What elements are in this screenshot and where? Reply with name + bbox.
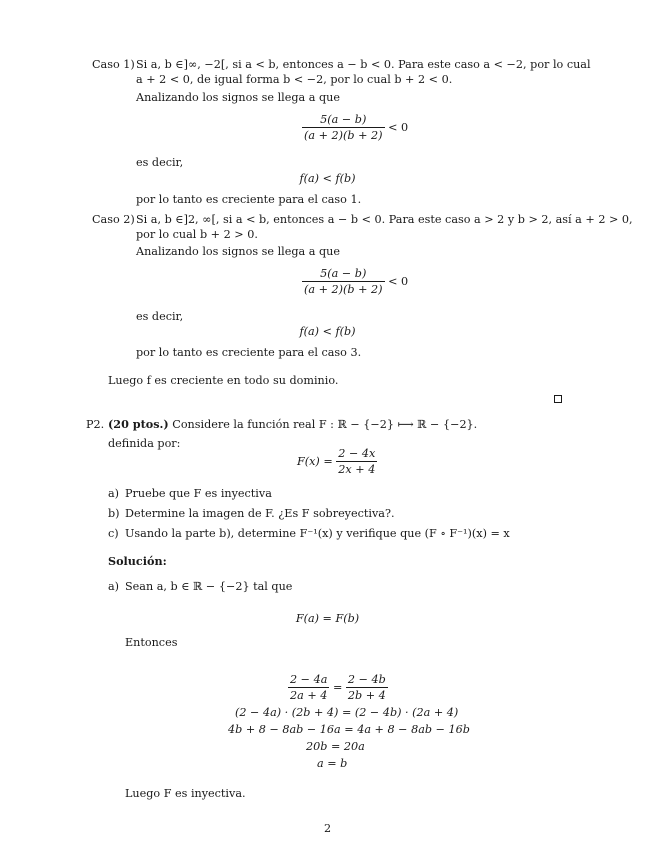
- caso1-conclusion: por lo tanto es creciente para el caso 1.: [136, 193, 362, 206]
- caso1-fraction-numerator: 5(a − b): [302, 113, 385, 128]
- p2-definition-numerator: 2 − 4x: [336, 447, 377, 462]
- solucion-a-text: Sean a, b ∈ ℝ − {−2} tal que: [125, 580, 293, 593]
- p2-definition-denominator: 2x + 4: [338, 463, 376, 477]
- caso2-inequality: f(a) < f(b): [299, 325, 356, 338]
- caso1-fraction-inequality: [302, 113, 408, 143]
- caso2-label: Caso 2): [92, 213, 135, 226]
- solucion-step5: a = b: [317, 757, 348, 770]
- p2-item-c-label: c): [108, 527, 119, 540]
- solucion-step3: 4b + 8 − 8ab − 16a = 4a + 8 − 8ab − 16b: [228, 723, 470, 736]
- caso2-es-decir: es decir,: [136, 310, 184, 323]
- p2-definition: [297, 447, 377, 477]
- solucion-fraction-left-denominator: 2a + 4: [290, 689, 328, 703]
- page-number: 2: [323, 822, 332, 835]
- solucion-step2: (2 − 4a) · (2b + 4) = (2 − 4b) · (2a + 4): [235, 706, 459, 719]
- p2-item-c-text: Usando la parte b), determine F⁻¹(x) y verifique que (F ∘ F⁻¹)(x) = x: [125, 527, 510, 540]
- p2-label: P2.: [86, 418, 105, 431]
- p2-points: (20 ptos.): [108, 417, 169, 431]
- caso1-analizando: Analizando los signos se llega a que: [136, 91, 340, 104]
- p2-statement-line: [108, 418, 477, 431]
- caso2-line1: Si a, b ∈]2, ∞[, si a < b, entonces a − b < 0. Para este caso a > 2 y b > 2, así a + 2 > 0,: [136, 213, 633, 226]
- caso2-conclusion: por lo tanto es creciente para el caso 3.: [136, 346, 362, 359]
- p2-item-a-label: a): [108, 487, 120, 500]
- caso1-fraction: [302, 113, 385, 143]
- solucion-final: Luego F es inyectiva.: [125, 787, 246, 800]
- caso2-fraction-rhs: < 0: [388, 274, 409, 288]
- solucion-fraction-left-numerator: 2 − 4a: [288, 673, 329, 688]
- solucion-step4: 20b = 20a: [306, 740, 365, 753]
- caso1-inequality: f(a) < f(b): [299, 172, 356, 185]
- p2-definition-fraction: [336, 447, 377, 477]
- solucion-fraction-equation: [288, 673, 388, 703]
- p2-item-a-text: Pruebe que F es inyectiva: [125, 487, 272, 500]
- caso2-fraction-denominator: (a + 2)(b + 2): [304, 283, 383, 297]
- caso2-fraction-numerator: 5(a − b): [302, 267, 385, 282]
- solucion-fraction-right-denominator: 2b + 4: [347, 689, 386, 703]
- p2-statement: Considere la función real F : ℝ − {−2} ⟼ ℝ − {−2}.: [172, 418, 478, 431]
- caso1-label: Caso 1): [92, 58, 135, 71]
- solucion-a-label: a): [108, 580, 120, 593]
- luego-creciente: Luego f es creciente en todo su dominio.: [108, 374, 339, 387]
- solucion-entonces: Entonces: [125, 636, 178, 649]
- p2-item-b-text: Determine la imagen de F. ¿Es F sobreyectiva?.: [125, 507, 395, 520]
- solucion-eq-fafb: F(a) = F(b): [295, 612, 360, 625]
- p2-item-b-label: b): [108, 507, 120, 520]
- equals-sign: =: [332, 680, 343, 694]
- caso1-es-decir: es decir,: [136, 156, 184, 169]
- caso2-analizando: Analizando los signos se llega a que: [136, 245, 340, 258]
- solucion-title: Solución:: [108, 554, 167, 568]
- solucion-fraction-left: [288, 673, 329, 703]
- caso2-fraction-inequality: [302, 267, 408, 297]
- caso1-line2: a + 2 < 0, de igual forma b < −2, por lo cual b + 2 < 0.: [136, 73, 453, 86]
- caso1-line1: Si a, b ∈]∞, −2[, si a < b, entonces a − b < 0. Para este caso a < −2, por lo cual: [136, 58, 591, 71]
- qed-square-icon: [554, 395, 562, 403]
- caso1-fraction-rhs: < 0: [388, 120, 409, 134]
- solucion-fraction-right: [346, 673, 388, 703]
- caso1-fraction-denominator: (a + 2)(b + 2): [304, 129, 383, 143]
- solucion-fraction-right-numerator: 2 − 4b: [346, 673, 388, 688]
- p2-definida: definida por:: [108, 437, 181, 450]
- caso2-fraction: [302, 267, 385, 297]
- p2-definition-lhs: F(x) =: [297, 454, 333, 468]
- caso2-line2: por lo cual b + 2 > 0.: [136, 228, 258, 241]
